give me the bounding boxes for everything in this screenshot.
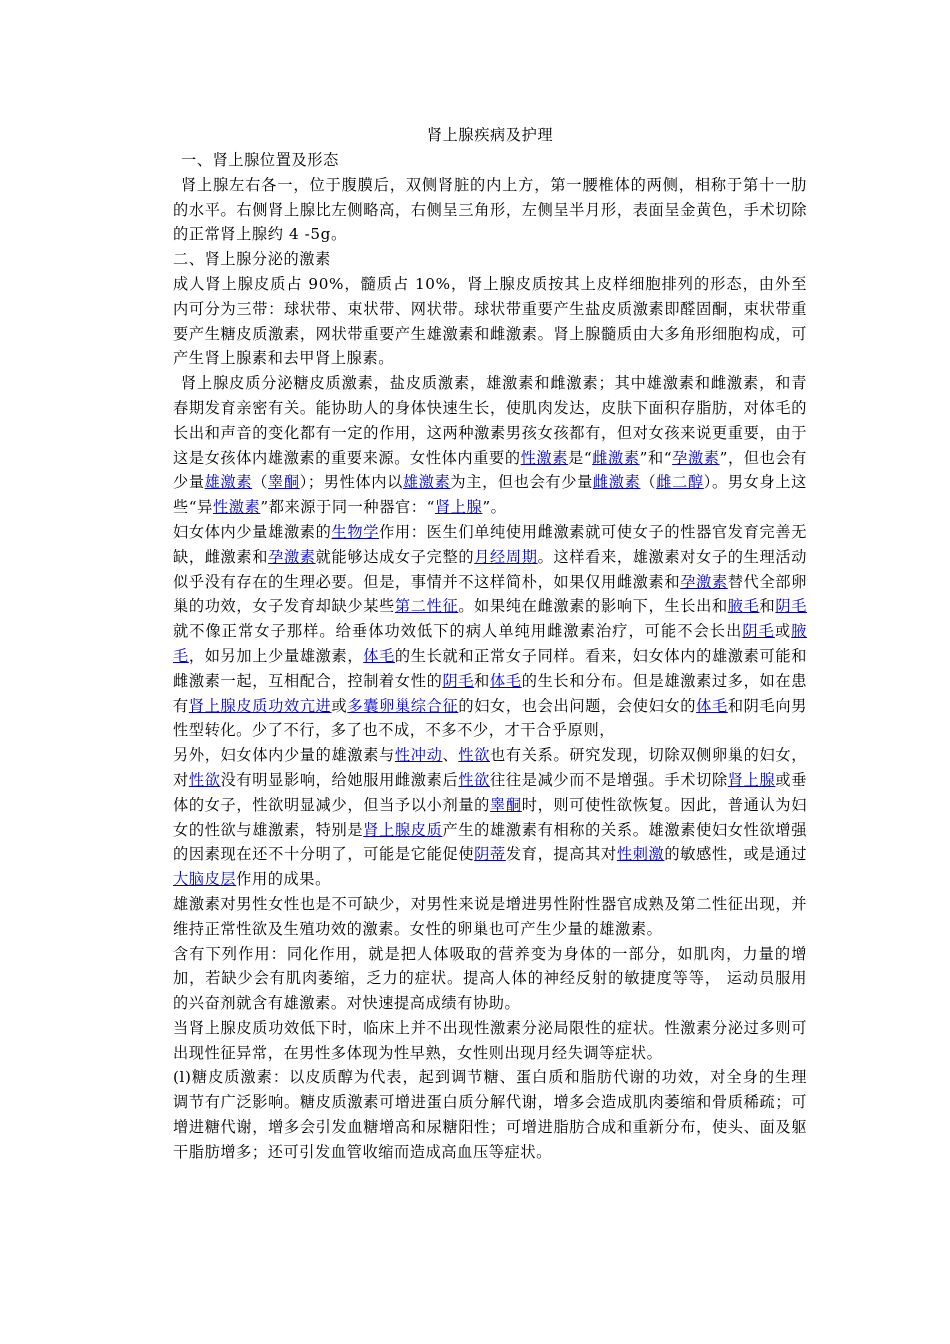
paragraph-text: 含有下列作用：同化作用，就是把人体吸取的营养变为身体的一部分，如肌肉，力量的增加，若缺少会有肌肉萎缩，乏力的症状。提高人体的神经反射的敏捷度等等， 运动员服用的兴奋剂就含有雄激素。对快速提高成绩有协助。	[173, 944, 807, 1013]
paragraph-text: ”都来源于同一种器官：“	[260, 498, 435, 517]
paragraph-text: 。如果纯在雌激素的影响下，生长出和	[458, 597, 728, 616]
paragraph-text: 作用：医生们单纯使用雌激素就可使女子的性器官发育完善无缺，雌激素和	[173, 522, 807, 566]
term-link[interactable]: 孕激素	[672, 448, 720, 467]
paragraph-text: 就能够达成女子完整的	[315, 547, 475, 566]
term-link[interactable]: 孕激素	[268, 547, 316, 566]
paragraph-text: 的妇女，也会出问题，会使妇女的	[458, 696, 697, 715]
paragraph-text: 的生长和分布。但是雄激素过多，如在患有	[173, 671, 807, 715]
paragraph-text: 一、肾上腺位置及形态	[181, 151, 339, 169]
paragraph-text: 或	[331, 696, 348, 715]
paragraph-text: 替代全部卵巢的功效，女子发育却缺少某些	[173, 572, 808, 616]
term-link[interactable]: 大脑皮层	[173, 870, 237, 889]
paragraph-text: 和	[474, 671, 491, 690]
term-link[interactable]: 月经周期	[474, 547, 538, 566]
paragraph-text: 二、肾上腺分泌的激素	[173, 250, 331, 269]
term-link[interactable]: 性刺激	[616, 845, 665, 864]
paragraph-text: 也有关系。研究发现，切除双侧卵巢的妇女，对	[173, 746, 807, 789]
document-title: 肾上腺疾病及护理	[426, 126, 554, 144]
paragraph-text: 就不像正常女子那样。给垂体功效低下的病人单纯用雌激素治疗，可能不会长出	[173, 622, 743, 641]
paragraph-text: 。这样看来，雄激素对女子的生理活动似乎没有存在的生理必要。但是，事情并不这样简朴，如果仅用雌激素和	[173, 547, 807, 591]
term-link[interactable]: 体毛	[490, 671, 522, 690]
term-link[interactable]: 性激素	[212, 498, 261, 517]
term-link[interactable]: 性欲	[188, 770, 221, 789]
term-link[interactable]: 多囊卵巢综合征	[347, 696, 459, 715]
paragraph-text: 作用的成果。	[236, 870, 331, 889]
term-link[interactable]: 性欲	[458, 746, 491, 765]
paragraph-text: 另外，妇女体内少量的雄激素与	[173, 746, 395, 765]
term-link[interactable]: 肾上腺	[727, 770, 776, 789]
paragraph	[173, 892, 807, 942]
term-link[interactable]: 雄激素	[402, 473, 451, 492]
paragraph-text: 雄激素对男性女性也是不可缺少，对男性来说是增进男性附性器官成熟及第二性征出现，并维持正常性欲及生殖功效的激素。女性的卵巢也可产生少量的雄激素。	[173, 894, 807, 938]
term-link[interactable]: 雌二醇	[656, 473, 704, 492]
paragraph-text: ）；男性体内以	[299, 473, 403, 492]
term-link[interactable]: 阴毛	[442, 671, 475, 690]
term-link[interactable]: 第二性征	[394, 597, 459, 616]
paragraph	[173, 520, 807, 743]
paragraph-text: 、	[442, 746, 459, 765]
term-link[interactable]: 体毛	[696, 696, 728, 715]
paragraph-text: 的生长就和正常女子同样。看来，妇女体内的雄激素可能和雌激素一起，互相配合，控制着女性的	[173, 646, 807, 690]
term-link[interactable]: 腋毛	[173, 622, 808, 665]
paragraph-text: 没有明显影响，给她服用雌激素后	[220, 770, 459, 789]
document-page	[173, 122, 807, 1165]
paragraph-text: （	[640, 473, 657, 492]
paragraph	[173, 247, 807, 272]
paragraph	[173, 173, 807, 247]
paragraph-text: ）。男女身上这些“异	[173, 473, 807, 517]
paragraph	[173, 148, 807, 173]
term-link[interactable]: 阴毛	[742, 622, 775, 641]
paragraph-text: 发育，提高其对	[505, 845, 617, 864]
paragraph-text: 或垂体的女子，性欲明显减少，但当予以小剂量的	[173, 770, 807, 814]
paragraph	[173, 371, 807, 520]
paragraph-text: 的敏感性，或是通过	[664, 845, 808, 864]
term-link[interactable]: 孕激素	[680, 572, 728, 591]
term-link[interactable]: 雌激素	[592, 473, 641, 492]
paragraph-text: 和	[759, 597, 776, 616]
paragraph-text: 成人肾上腺皮质占 90%，髓质占 10%，肾上腺皮质按其上皮样细胞排列的形态，由外至内可分为三带：球状带、束状带、网状带。球状带重要产生盐皮质激素即醛固酮，束状带重要产生糖皮质激素，网状带重要产生雄激素和雌激素。肾上腺髓质由大多角形细胞构成，可产生肾上腺素和去甲肾上腺素。	[173, 274, 807, 368]
paragraph-text: (l)糖皮质激素：以皮质醇为代表，起到调节糖、蛋白质和脂肪代谢的功效，对全身的生理调节有广泛影响。糖皮质激素可增进蛋白质分解代谢，增多会造成肌肉萎缩和骨质稀疏；可增进糖代谢，增多会引发血糖增高和尿糖阳性；可增进脂肪合成和重新分布，使头、面及躯干脂肪增多；还可引发血管收缩而造成高血压等症状。	[173, 1068, 807, 1161]
paragraph-text: 肾上腺皮质分泌糖皮质激素，盐皮质激素，雄激素和雌激素；其中雄激素和雌激素，和青春期发育亲密有关。能协助人的身体快速生长，使肌肉发达，皮肤下面积存脂肪，对体毛的长出和声音的变化都有一定的作用，这两种激素男孩女孩都有，但对女孩来说更重要，由于这是女孩体内雄激素的重要来源。女性体内重要的	[173, 374, 807, 467]
paragraph-text: 往往是减少而不是增强。手术切除	[490, 770, 728, 789]
term-link[interactable]: 生物学	[331, 522, 380, 541]
paragraph-text: 为主，但也会有少量	[450, 473, 593, 492]
term-link[interactable]: 阴毛	[775, 597, 807, 616]
paragraph-text: 当肾上腺皮质功效低下时，临床上并不出现性激素分泌局限性的症状。性激素分泌过多则可出现性征异常，在男性多体现为性早熟，女性则出现月经失调等症状。	[173, 1018, 807, 1062]
paragraph	[173, 743, 807, 892]
term-link[interactable]: 肾上腺皮质功效亢进	[188, 696, 332, 715]
term-link[interactable]: 肾上腺	[434, 498, 483, 517]
term-link[interactable]: 肾上腺皮质	[363, 820, 443, 839]
term-link[interactable]: 腋毛	[727, 597, 760, 616]
paragraph	[173, 942, 807, 1016]
term-link[interactable]: 阴蒂	[474, 845, 506, 864]
paragraph	[173, 1065, 807, 1164]
paragraph-text: ”。	[482, 498, 507, 517]
paragraph-text: 时，则可使性欲恢复。因此，普通认为妇女的性欲与雄激素，特别是	[173, 795, 807, 839]
term-link[interactable]: 睾酮	[490, 795, 522, 814]
paragraph-text: 是“	[568, 448, 593, 467]
paragraph-text: ”和“	[639, 448, 673, 467]
term-link[interactable]: 雄激素	[204, 473, 253, 492]
paragraph-text: 妇女体内少量雄激素的	[173, 522, 332, 541]
paragraph-text: 或	[774, 622, 792, 641]
term-link[interactable]: 睾酮	[268, 473, 300, 492]
paragraph	[173, 1016, 807, 1066]
paragraph-text: 肾上腺左右各一，位于腹膜后，双侧肾脏的内上方，第一腰椎体的两侧，相称于第十一肋的水平。右侧肾上腺比左侧略高，右侧呈三角形，左侧呈半月形，表面呈金黄色，手术切除的正常肾上腺约 4 -5g。	[173, 175, 807, 244]
term-link[interactable]: 性冲动	[394, 746, 443, 765]
paragraph-text: ，如另加上少量雄激素，	[188, 646, 364, 665]
term-link[interactable]: 性激素	[520, 448, 569, 467]
paragraph-text: ”，但也会有少量	[173, 448, 807, 492]
paragraph-text: （	[252, 473, 269, 492]
document-body	[173, 148, 807, 1165]
term-link[interactable]: 雌激素	[592, 448, 640, 467]
paragraph-text: 和阴毛向男性型转化。少了不行，多了也不成，不多不少，才干合乎原则，	[173, 696, 808, 740]
term-link[interactable]: 性欲	[458, 770, 491, 789]
term-link[interactable]: 体毛	[363, 646, 395, 665]
paragraph	[173, 272, 807, 371]
paragraph-text: 产生的雄激素有相称的关系。雄激素使妇女性欲增强的因素现在还不十分明了，可能是它能促使	[173, 820, 807, 864]
